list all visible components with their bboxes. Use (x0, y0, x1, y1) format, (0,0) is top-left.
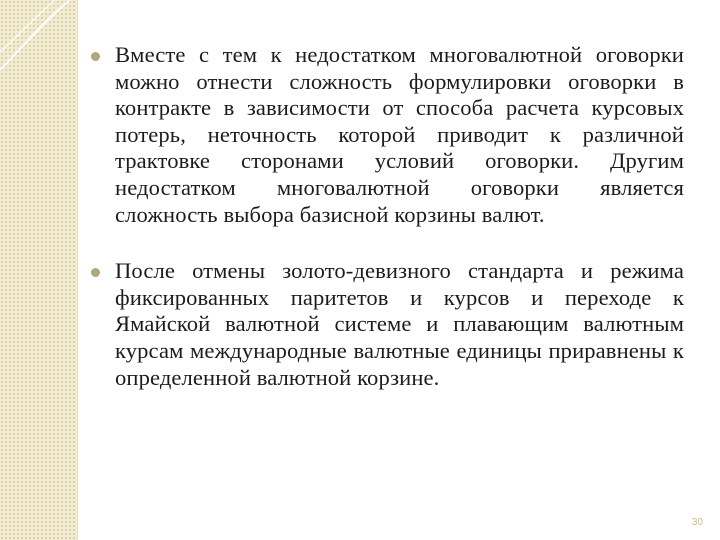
bullet-item (88, 42, 684, 228)
bullet-text: Вместе с тем к недостатком многовалютной оговорки можно отнести сложность формулировки оговорки в контракте в зависимости от способа расчета курсовых потерь, неточность которой приводит к различной трактовке сторонами условий оговорки. Другим недостатком многовалютной оговорки является сложность выбора базисной корзины валют. (115, 42, 684, 227)
bullet-text: После отмены золото-девизного стандарта и режима фиксированных паритетов и курсов и переходе к Ямайской валютной системе и плавающим валютным курсам международные валютные единицы приравнены к определенной валютной корзине. (115, 258, 684, 390)
bullet-item (88, 258, 684, 391)
decorative-side-band (0, 0, 78, 540)
bullet-dot-icon (91, 52, 100, 61)
bullet-dot-icon (91, 268, 100, 277)
page-number: 30 (691, 517, 703, 528)
decorative-swoosh (0, 0, 80, 75)
slide-content (88, 42, 684, 421)
